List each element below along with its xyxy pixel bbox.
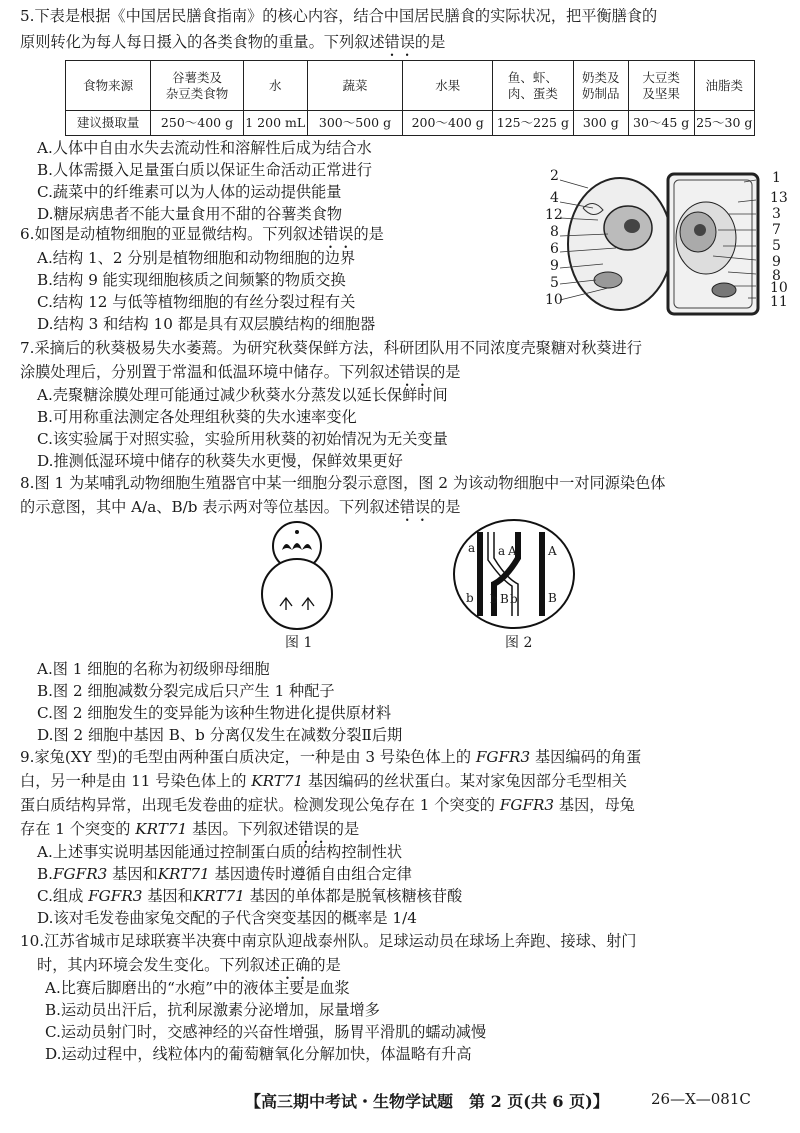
- figure1-caption: 图 1: [285, 635, 313, 651]
- cell-label: 13: [770, 190, 788, 206]
- q10-option-a: A.比赛后脚磨出的“水疱”中的液体主要是血浆: [45, 979, 350, 997]
- table-header-cell: 大豆类 及坚果: [628, 61, 694, 111]
- gene-label: B: [548, 591, 557, 605]
- cell-label: 7: [772, 222, 781, 238]
- cell-label: 8: [772, 268, 781, 284]
- q7-stem-line2: 涂膜处理后，分别置于常温和低温环境中储存。下列叙述错误的是: [20, 363, 461, 381]
- cell-label: 1: [772, 170, 781, 186]
- emphasis-word: 错误: [399, 363, 431, 381]
- cell-label: 5: [772, 238, 781, 254]
- cell-label: 8: [550, 224, 559, 240]
- gene-label: b: [510, 592, 518, 606]
- q6-option-a: A.结构 1、2 分别是植物细胞和动物细胞的边界: [37, 249, 356, 267]
- table-cell: 25～30 g: [694, 111, 754, 136]
- gene-label: B: [500, 592, 509, 606]
- gene-name: KRT71: [135, 820, 188, 838]
- animal-nucleolus: [624, 219, 640, 233]
- q6-stem: 6.如图是动植物细胞的亚显微结构。下列叙述错误的是: [20, 225, 384, 243]
- gene-label: b: [466, 591, 474, 605]
- q9-option-c: C.组成 FGFR3 基因和KRT71 基因的单体都是脱氧核糖核苷酸: [37, 887, 463, 905]
- food-intake-table: [65, 60, 755, 136]
- cell-label: 12: [545, 207, 563, 223]
- q9-option-a: A.上述事实说明基因能通过控制蛋白质的结构控制性状: [37, 843, 403, 861]
- cell-label: 5: [550, 275, 559, 291]
- figure1-cell-division-diagram: [252, 520, 342, 630]
- gene-name: KRT71: [251, 772, 304, 790]
- gene-name: FGFR3: [53, 865, 108, 883]
- table-header-cell: 食物来源: [66, 61, 151, 111]
- table-cell: 200～400 g: [403, 111, 492, 136]
- q5-option-c: C.蔬菜中的纤维素可以为人体的运动提供能量: [37, 183, 342, 201]
- q5-option-d: D.糖尿病患者不能大量食用不甜的谷薯类食物: [37, 205, 343, 223]
- table-header-cell: 水果: [403, 61, 492, 111]
- q8-option-d: D.图 2 细胞中基因 B、b 分离仅发生在减数分裂Ⅱ后期: [37, 726, 403, 744]
- table-cell: 250～400 g: [151, 111, 244, 136]
- mitochondrion: [594, 272, 622, 288]
- q10-option-c: C.运动员射门时，交感神经的兴奋性增强，肠胃平滑肌的蠕动减慢: [45, 1023, 487, 1041]
- table-cell: 建议摄取量: [66, 111, 151, 136]
- table-cell: 30～45 g: [628, 111, 694, 136]
- cell-label: 10: [545, 292, 563, 308]
- q8-stem-line1: 8.图 1 为某哺乳动物细胞生殖器官中某一细胞分裂示意图，图 2 为该动物细胞中一对同源染色体: [20, 474, 666, 492]
- q8-stem-line2: 的示意图，其中 A/a、B/b 表示两对等位基因。下列叙述错误的是: [20, 498, 461, 516]
- figure2-homologous-chromosomes-diagram: [452, 518, 576, 630]
- q5-option-a: A.人体中自由水失去流动性和溶解性后成为结合水: [37, 139, 372, 157]
- table-header-cell: 鱼、虾、 肉、蛋类: [492, 61, 573, 111]
- q5-stem-line2: 原则转化为每人每日摄入的各类食物的重量。下列叙述错误的是: [20, 33, 446, 51]
- emphasis-word: 错误: [399, 498, 431, 516]
- table-header-cell: 蔬菜: [307, 61, 403, 111]
- table-header-cell: 奶类及 奶制品: [573, 61, 628, 111]
- table-row: [66, 111, 755, 136]
- cell-label: 9: [550, 258, 559, 274]
- q6-option-d: D.结构 3 和结构 10 都是具有双层膜结构的细胞器: [37, 315, 376, 333]
- q5-stem-line1: 5.下表是根据《中国居民膳食指南》的核心内容，结合中国居民膳食的实际状况，把平衡膳食的: [20, 7, 658, 25]
- plant-nucleolus: [694, 224, 706, 236]
- figure2-caption: 图 2: [505, 635, 533, 651]
- table-cell: 1 200 mL: [243, 111, 307, 136]
- q9-stem-line4: 存在 1 个突变的 KRT71 基因。下列叙述错误的是: [20, 820, 360, 838]
- page-footer-title: 【高三期中考试・生物学试题 第 2 页(共 6 页)】: [245, 1092, 609, 1111]
- chloroplast: [712, 283, 736, 297]
- q9-stem-line1: 9.家兔(XY 型)的毛型由两种蛋白质决定，一种是由 3 号染色体上的 FGFR3 基因编码的角蛋: [20, 748, 642, 766]
- table-header-cell: 水: [243, 61, 307, 111]
- gene-label: A: [548, 544, 557, 558]
- q7-option-b: B.可用称重法测定各处理组秋葵的失水速率变化: [37, 408, 357, 426]
- q8-option-c: C.图 2 细胞发生的变异能为该种生物进化提供原材料: [37, 704, 392, 722]
- q10-stem-line1: 10.江苏省城市足球联赛半决赛中南京队迎战泰州队。足球运动员在球场上奔跑、接球、射门: [20, 932, 637, 950]
- q9-option-d: D.该对毛发卷曲家兔交配的子代含突变基因的概率是 1/4: [37, 909, 417, 927]
- table-header-cell: 谷薯类及 杂豆类食物: [151, 61, 244, 111]
- q8-option-a: A.图 1 细胞的名称为初级卵母细胞: [37, 660, 270, 678]
- table-cell: 300～500 g: [307, 111, 403, 136]
- table-cell: 300 g: [573, 111, 628, 136]
- table-cell: 125～225 g: [492, 111, 573, 136]
- emphasis-word: 错误: [384, 33, 415, 51]
- cell-label: 10: [770, 280, 788, 296]
- q9-stem-line3: 蛋白质结构异常，出现毛发卷曲的症状。检测发现公兔存在 1 个突变的 FGFR3 基因，母兔: [20, 796, 635, 814]
- cell-label: 4: [550, 190, 559, 206]
- cell-label: 3: [772, 206, 781, 222]
- gene-name: FGFR3: [88, 887, 143, 905]
- emphasis-word: 正确: [280, 956, 311, 974]
- q10-stem-line2: 时，其内环境会发生变化。下列叙述正确的是: [37, 956, 341, 974]
- gene-label: A: [508, 544, 517, 558]
- q6-option-b: B.结构 9 能实现细胞核质之间频繁的物质交换: [37, 271, 346, 289]
- q8-option-b: B.图 2 细胞减数分裂完成后只产生 1 种配子: [37, 682, 335, 700]
- cell-label: 11: [770, 294, 788, 310]
- gene-name: FGFR3: [475, 748, 531, 766]
- cell-label: 9: [772, 254, 781, 270]
- gene-label: a: [468, 541, 476, 555]
- emphasis-word: 错误: [298, 820, 329, 838]
- main-cell: [262, 559, 332, 629]
- paper-code: 26—X—081C: [651, 1090, 751, 1108]
- q7-option-c: C.该实验属于对照实验，实验所用秋葵的初始情况为无关变量: [37, 430, 448, 448]
- cell-label: 2: [550, 168, 559, 184]
- q9-stem-line2: 白，另一种是由 11 号染色体上的 KRT71 基因编码的丝状蛋白。某对家兔因部分毛型相关: [20, 772, 627, 790]
- q10-option-d: D.运动过程中，线粒体内的葡萄糖氧化分解加快，体温略有升高: [45, 1045, 472, 1063]
- gene-name: FGFR3: [499, 796, 555, 814]
- q7-stem-line1: 7.采摘后的秋葵极易失水萎蔫。为研究秋葵保鲜方法，科研团队用不同浓度壳聚糖对秋葵进行: [20, 339, 642, 357]
- emphasis-word: 错误: [323, 225, 354, 243]
- cell-structure-diagram: [548, 168, 768, 318]
- gene-label: b: [490, 592, 498, 606]
- q7-option-a: A.壳聚糖涂膜处理可能通过减少秋葵水分蒸发以延长保鲜时间: [37, 386, 448, 404]
- q7-option-d: D.推测低湿环境中储存的秋葵失水更慢，保鲜效果更好: [37, 452, 403, 470]
- table-header-cell: 油脂类: [694, 61, 754, 111]
- gene-name: KRT71: [157, 865, 210, 883]
- cell-label: 6: [550, 241, 559, 257]
- cell-outline: [454, 520, 574, 628]
- gene-name: KRT71: [192, 887, 245, 905]
- gene-label: a: [498, 544, 506, 558]
- q10-option-b: B.运动员出汗后，抗利尿激素分泌增加，尿量增多: [45, 1001, 380, 1019]
- q6-option-c: C.结构 12 与低等植物细胞的有丝分裂过程有关: [37, 293, 356, 311]
- table-header-row: [66, 61, 755, 111]
- q9-option-b: B.FGFR3 基因和KRT71 基因遗传时遵循自由组合定律: [37, 865, 412, 883]
- q5-option-b: B.人体需摄入足量蛋白质以保证生命活动正常进行: [37, 161, 372, 179]
